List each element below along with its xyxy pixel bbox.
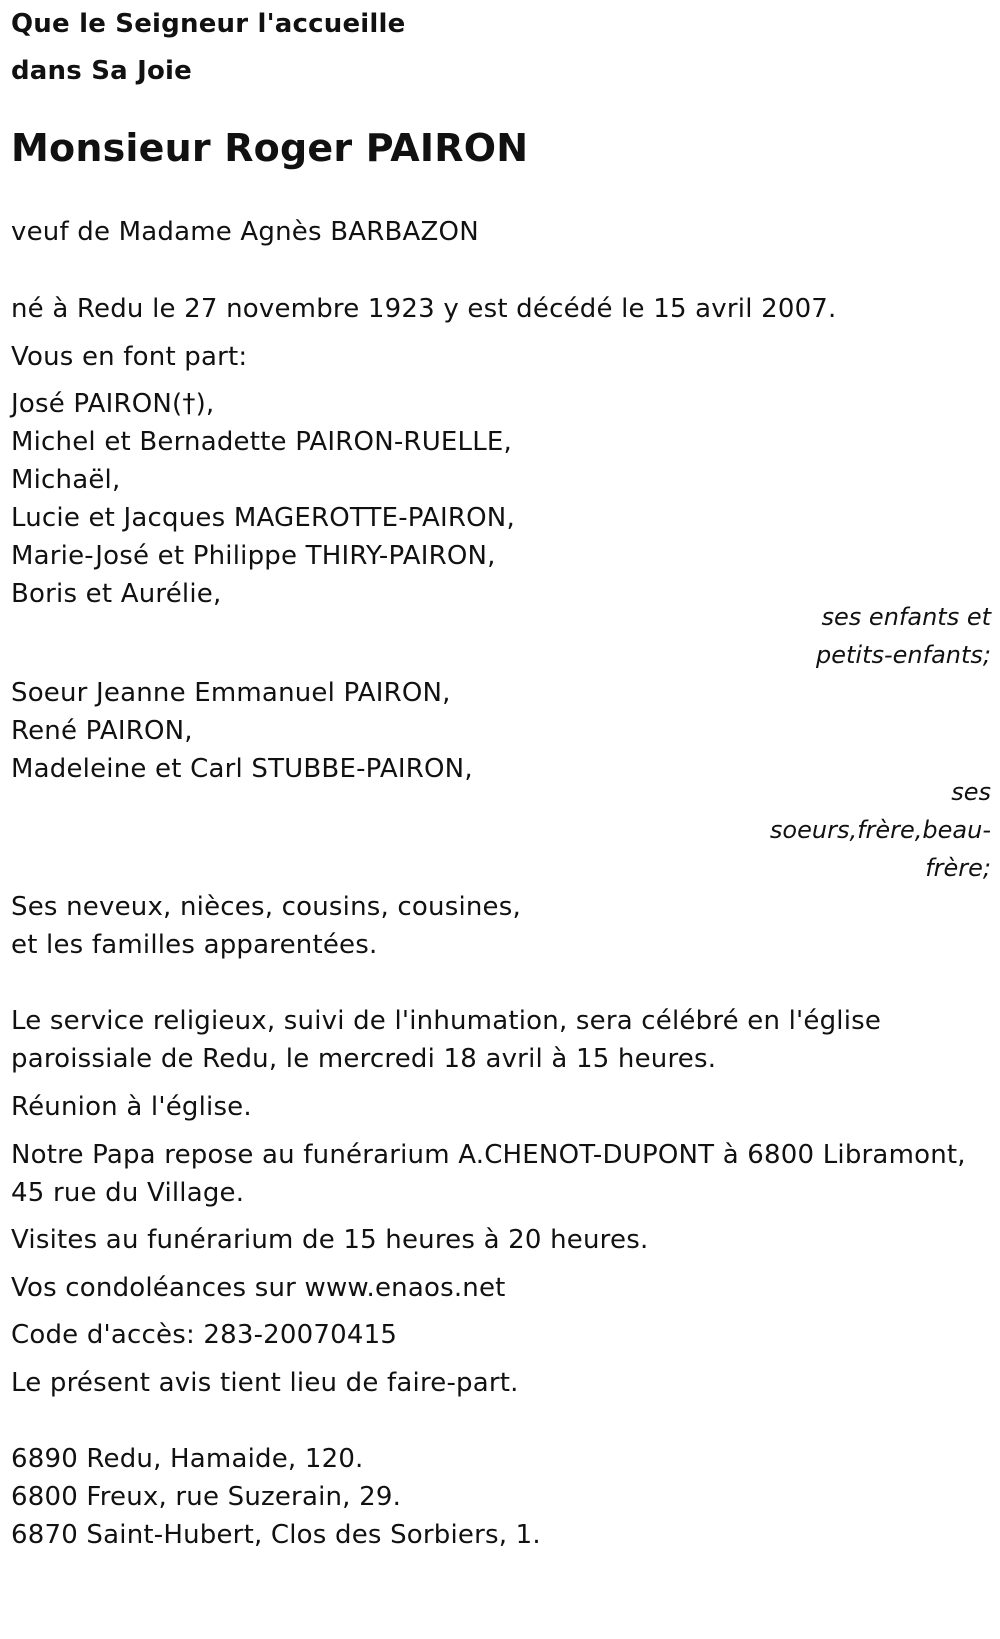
family-member: Marie-José et Philippe THIRY-PAIRON, (11, 541, 496, 571)
family-member: Soeur Jeanne Emmanuel PAIRON, (11, 678, 451, 708)
service-line-2: paroissiale de Redu, le mercredi 18 avril à 15 heures. (11, 1044, 717, 1074)
visits-text: Visites au funérarium de 15 heures à 20 heures. (11, 1225, 649, 1255)
relation-label: petits-enfants; (816, 641, 991, 669)
access-code: Code d'accès: 283-20070415 (11, 1320, 398, 1350)
relation-label: ses enfants et (821, 603, 991, 631)
extended-family-line: Ses neveux, nièces, cousins, cousines, (11, 892, 521, 922)
family-member: Michaël, (11, 465, 121, 495)
meeting-text: Réunion à l'église. (11, 1092, 252, 1122)
family-member: Madeleine et Carl STUBBE-PAIRON, (11, 754, 473, 784)
family-member: José PAIRON(†), (11, 389, 215, 419)
family-member: Lucie et Jacques MAGEROTTE-PAIRON, (11, 503, 515, 533)
announce-text: Vous en font part: (11, 342, 248, 372)
header-line-1: Que le Seigneur l'accueille (11, 9, 406, 39)
widower-of: veuf de Madame Agnès BARBAZON (11, 217, 479, 247)
relation-label: ses (951, 778, 991, 806)
funeral-home-line-1: Notre Papa repose au funérarium A.CHENOT-DUPONT à 6800 Libramont, (11, 1140, 966, 1170)
notice-text: Le présent avis tient lieu de faire-part. (11, 1368, 519, 1398)
family-member: René PAIRON, (11, 716, 193, 746)
service-line-1: Le service religieux, suivi de l'inhumation, sera célébré en l'église (11, 1006, 882, 1036)
birth-death: né à Redu le 27 novembre 1923 y est décédé le 15 avril 2007. (11, 294, 837, 324)
header-line-2: dans Sa Joie (11, 56, 192, 86)
funeral-home-line-2: 45 rue du Village. (11, 1178, 245, 1208)
address-line: 6870 Saint-Hubert, Clos des Sorbiers, 1. (11, 1520, 541, 1550)
relation-label: frère; (925, 854, 991, 882)
deceased-name: Monsieur Roger PAIRON (11, 126, 529, 170)
family-member: Boris et Aurélie, (11, 579, 222, 609)
condolences-text: Vos condoléances sur www.enaos.net (11, 1273, 506, 1303)
extended-family-line: et les familles apparentées. (11, 930, 378, 960)
relation-label: soeurs,frère,beau- (769, 816, 991, 844)
address-line: 6800 Freux, rue Suzerain, 29. (11, 1482, 402, 1512)
family-member: Michel et Bernadette PAIRON-RUELLE, (11, 427, 513, 457)
address-line: 6890 Redu, Hamaide, 120. (11, 1444, 364, 1474)
